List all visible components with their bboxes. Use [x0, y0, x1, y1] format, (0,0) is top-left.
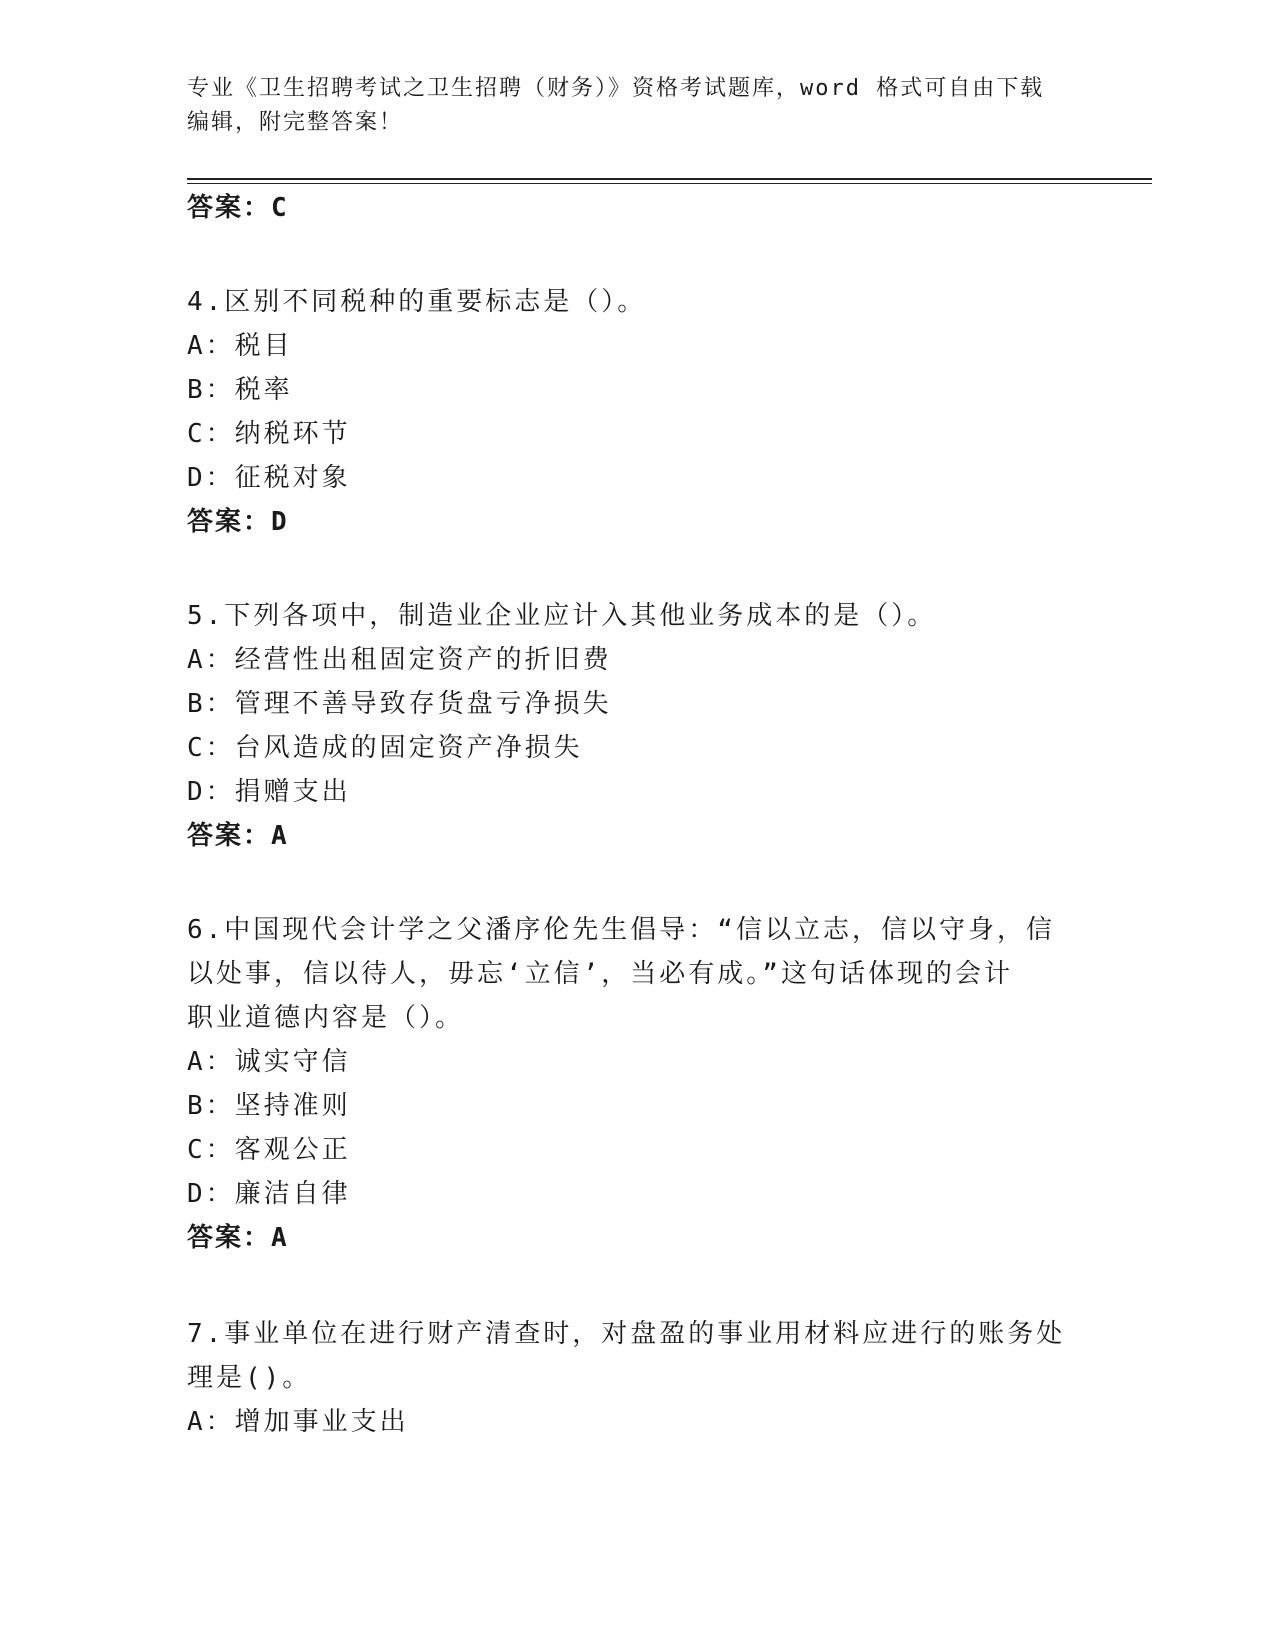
- question-6-stem-line-2: 以处事，信以待人，毋忘‘立信’，当必有成。”这句话体现的会计: [187, 959, 1013, 989]
- answer-q5: 答案：A: [187, 821, 289, 851]
- question-6-stem-line-3: 职业道德内容是（）。: [187, 1003, 465, 1033]
- answer-q6: 答案：A: [187, 1223, 289, 1253]
- header-line-1: 专业《卫生招聘考试之卫生招聘（财务）》资格考试题库，word 格式可自由下载: [187, 76, 1045, 101]
- question-5-option-a: A：经营性出租固定资产的折旧费: [187, 645, 612, 675]
- header-line-2: 编辑，附完整答案！: [187, 110, 404, 135]
- question-4-stem: 4.区别不同税种的重要标志是（）。: [187, 287, 647, 317]
- question-6-option-c: C：客观公正: [187, 1135, 351, 1165]
- question-5-option-b: B：管理不善导致存货盘亏净损失: [187, 689, 612, 719]
- document-header: [187, 72, 1067, 140]
- answer-q3: 答案：C: [187, 193, 289, 223]
- question-7-option-a: A：增加事业支出: [187, 1407, 409, 1437]
- question-6-option-d: D：廉洁自律: [187, 1179, 351, 1209]
- question-6-option-b: B：坚持准则: [187, 1091, 351, 1121]
- question-5-option-c: C：台风造成的固定资产净损失: [187, 733, 583, 763]
- question-7-stem-line-2: 理是()。: [187, 1363, 312, 1393]
- question-4-option-c: C：纳税环节: [187, 419, 351, 449]
- question-7-stem-line-1: 7.事业单位在进行财产清查时，对盘盈的事业用材料应进行的账务处: [187, 1319, 1066, 1349]
- question-5-option-d: D：捐赠支出: [187, 777, 351, 807]
- question-4-option-b: B：税率: [187, 375, 293, 405]
- question-6-option-a: A：诚实守信: [187, 1047, 351, 1077]
- question-4-option-a: A：税目: [187, 331, 293, 361]
- answer-q4: 答案：D: [187, 507, 289, 537]
- question-6-stem-line-1: 6.中国现代会计学之父潘序伦先生倡导：“信以立志，信以守身，信: [187, 915, 1055, 945]
- header-divider-thick: [187, 178, 1152, 180]
- question-4-option-d: D：征税对象: [187, 463, 351, 493]
- question-5-stem: 5.下列各项中，制造业企业应计入其他业务成本的是（）。: [187, 601, 937, 631]
- header-divider-thin: [187, 183, 1152, 184]
